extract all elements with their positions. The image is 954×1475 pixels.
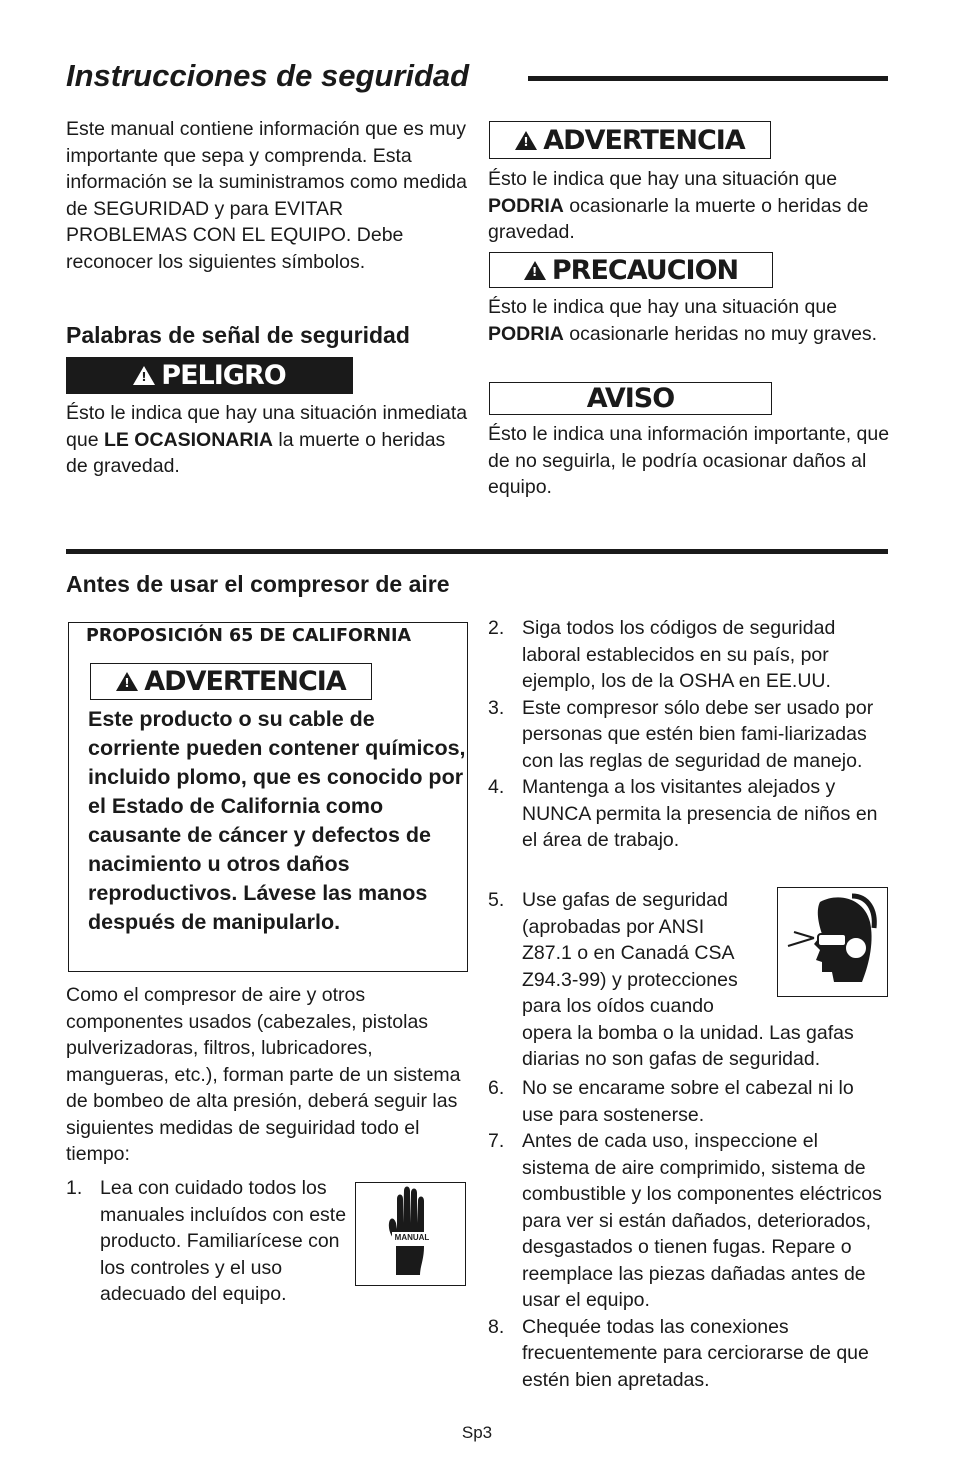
list-item-text: Use gafas de seguridad (aprobadas por ANSI Z87.1 o en Canadá CSA Z94.3-99) y protecciones para los oídos cuando — [522, 889, 738, 1017]
list-item — [488, 695, 890, 775]
instruction-list-right — [488, 615, 890, 854]
aviso-label — [489, 382, 772, 415]
list-item-text: No se encarame sobre el cabezal ni lo use para sostenerse. — [522, 1077, 854, 1126]
advertencia-label-text: ADVERTENCIA — [543, 124, 745, 156]
intro-paragraph: Este manual contiene información que es muy importante que sepa y comprenda. Esta información se la suministramos como medida de SEGURIDAD y para EVITAR PROBLEMAS CON EL EQUIPO. Debe reconocer los siguientes símbolos. — [66, 118, 467, 273]
advertencia-text-bold: PODRIA — [488, 194, 564, 217]
prop65-advertencia-label — [90, 663, 372, 700]
advertencia-text-post: ocasionarle la muerte o heridas de gravedad. — [488, 194, 869, 243]
list-item — [488, 1314, 890, 1394]
prop65-text: Este producto o su cable de corriente pueden contener químicos, incluido plomo, que es conocido por el Estado de California como causante de cáncer y defectos de nacimiento u otros daños reproductivos. Lávese las manos después de manipularlo. — [88, 707, 466, 934]
precaucion-text-bold: PODRIA — [488, 322, 564, 345]
prop65-title: PROPOSICIÓN 65 DE CALIFORNIA — [86, 626, 412, 646]
list-item-number: 8. — [488, 1315, 505, 1338]
precaucion-label-text: PRECAUCION — [551, 254, 739, 286]
peligro-description — [66, 400, 468, 480]
advertencia-description — [488, 166, 890, 246]
advertencia-label — [489, 121, 771, 159]
signal-words-heading: Palabras de señal de seguridad — [66, 322, 410, 348]
section-rule — [66, 549, 888, 554]
peligro-text-bold: LE OCASIONARIA — [103, 428, 273, 451]
safety-gear-icon-box — [777, 887, 888, 997]
peligro-label — [66, 357, 353, 394]
precaucion-text-pre: Ésto le indica que hay una situación que — [488, 296, 838, 318]
title-rule — [528, 76, 888, 81]
list-item-number: 2. — [488, 617, 505, 639]
precaucion-label — [489, 252, 773, 288]
advertencia-text-pre: Ésto le indica que hay una situación que — [488, 168, 838, 190]
list-item-text: Lea con cuidado todos los manuales incluídos con este producto. Familiarícese con los controles y el uso adecuado del equipo. — [100, 1177, 347, 1305]
peligro-text-post: la muerte o heridas de gravedad. — [66, 428, 446, 477]
list-item-text: Siga todos los códigos de seguridad laboral establecidos en su país, por ejemplo, los de la OSHA en EE.UU. — [522, 617, 836, 692]
peligro-text-pre: Ésto le indica que hay una situación inmediata que — [66, 402, 468, 451]
aviso-label-text: AVISO — [586, 383, 675, 414]
instruction-list-right-lower — [488, 1075, 890, 1393]
page-title: Instrucciones de seguridad — [66, 58, 470, 93]
warning-triangle-icon — [133, 366, 155, 385]
safety-goggles-ear-protection-icon — [778, 888, 886, 995]
list-item — [66, 1175, 356, 1308]
list-item — [488, 774, 890, 854]
warning-triangle-icon — [524, 261, 546, 280]
list-item-text: Chequée todas las conexiones frecuentemente para cerciorarse de que estén bien apretadas. — [522, 1315, 869, 1391]
warning-triangle-icon — [515, 131, 537, 150]
before-use-heading: Antes de usar el compresor de aire — [66, 571, 450, 597]
list-item-number: 4. — [488, 776, 505, 798]
precaucion-text-post: ocasionarle heridas no muy graves. — [563, 322, 878, 345]
prop65-advertencia-label-text: ADVERTENCIA — [144, 666, 346, 697]
list-item-text: Mantenga a los visitantes alejados y NUNCA permita la presencia de niños en el área de trabajo. — [522, 776, 878, 851]
list-item-text: Antes de cada uso, inspeccione el sistema de aire comprimido, sistema de combustible y los componentes eléctricos para ver si están dañados, deteriorados, desgastados o tienen fugas. Repare o reemplace las piezas dañadas antes de usar el equipo. — [522, 1130, 882, 1311]
instruction-list-left — [66, 1175, 356, 1308]
warning-triangle-icon — [116, 672, 138, 691]
aviso-description: Ésto le indica una información importante, que de no seguirla, le podría ocasionar daños al equipo. — [488, 423, 890, 498]
page-number: Sp3 — [461, 1423, 493, 1442]
list-item-number: 5. — [488, 889, 505, 911]
list-item-text: Este compresor sólo debe ser usado por personas que estén bien fami-liarizadas con las reglas de seguridad de manejo. — [522, 696, 874, 772]
list-item-number: 7. — [488, 1130, 505, 1152]
peligro-label-text: PELIGRO — [161, 360, 286, 391]
precaucion-description — [488, 294, 890, 347]
manual-icon-box — [355, 1182, 466, 1286]
list-item-number: 1. — [66, 1177, 83, 1199]
list-item-number: 3. — [488, 696, 505, 719]
list-item — [488, 1075, 890, 1128]
list-item-text-continued: opera la bomba o la unidad. Las gafas diarias no son gafas de seguridad. — [522, 1021, 854, 1070]
before-use-intro: Como el compresor de aire y otros componentes usados (cabezales, pistolas pulverizadoras, filtros, lubricadores, mangueras, etc.), forman parte de un sistema de bombeo de alta presión, deberá seguir las siguientes medidas de seguiridad todo el tiempo: — [66, 984, 461, 1165]
list-item — [488, 615, 890, 695]
list-item-number: 6. — [488, 1077, 505, 1099]
list-item — [488, 1128, 890, 1314]
manual-icon-label: MANUAL — [394, 1233, 430, 1242]
